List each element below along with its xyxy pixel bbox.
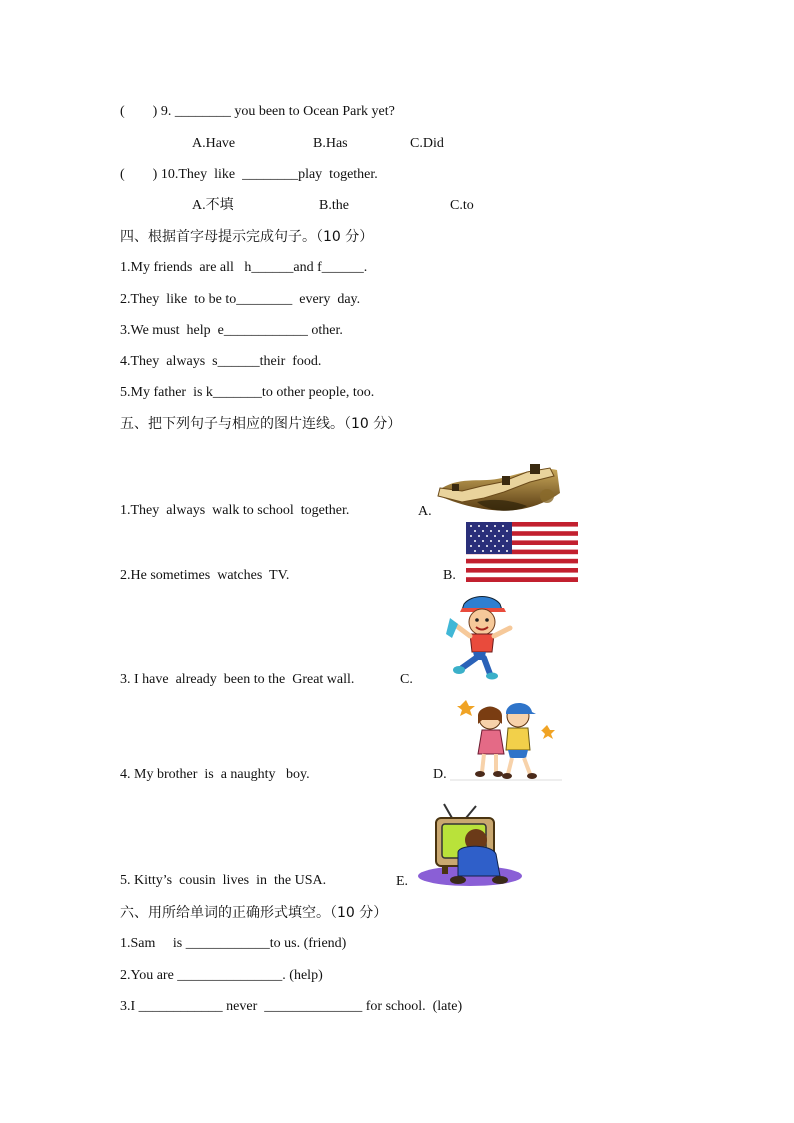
- matching-sentence-4: 4. My brother is a naughty boy.: [120, 767, 310, 782]
- section-4-item-2: 2.They like to be to________ every day.: [120, 292, 361, 307]
- section-4-heading: 四、根据首字母提示完成句子。（10 分）: [120, 229, 374, 245]
- matching-sentence-2: 2.He sometimes watches TV.: [120, 568, 290, 583]
- section-6-item-2: 2.You are _______________. (help): [120, 968, 323, 983]
- matching-sentence-3: 3. I have already been to the Great wall.: [120, 672, 355, 687]
- section-5-heading: 五、把下列句子与相应的图片连线。（10 分）: [120, 416, 402, 432]
- section-4-item-4: 4.They always s______their food.: [120, 354, 322, 369]
- question-10-option-a: A.不填: [192, 198, 234, 213]
- question-10-option-c: C.to: [450, 198, 474, 213]
- question-9: ( ) 9. ________ you been to Ocean Park yet?: [120, 104, 395, 119]
- matching-sentence-1: 1.They always walk to school together.: [120, 503, 350, 518]
- matching-letter-a: A.: [418, 504, 432, 519]
- matching-letter-e: E.: [396, 874, 409, 889]
- question-10-option-b: B.the: [319, 198, 349, 213]
- section-4-item-1: 1.My friends are all h______and f______.: [120, 260, 368, 275]
- naughty-boy-picture: [432, 594, 522, 680]
- boy-watching-tv-picture: [414, 800, 526, 890]
- section-4-item-5: 5.My father is k_______to other people, too.: [120, 385, 375, 400]
- section-4-item-3: 3.We must help e____________ other.: [120, 323, 343, 338]
- section-6-heading: 六、用所给单词的正确形式填空。（10 分）: [120, 905, 388, 921]
- usa-flag-picture: [466, 522, 578, 582]
- section-6-item-1: 1.Sam is ____________to us. (friend): [120, 936, 347, 951]
- question-9-option-c: C.Did: [410, 136, 444, 151]
- question-9-option-b: B.Has: [313, 136, 348, 151]
- matching-letter-c: C.: [400, 672, 413, 687]
- question-9-option-a: A.Have: [192, 136, 236, 151]
- matching-sentence-5: 5. Kitty’s cousin lives in the USA.: [120, 873, 327, 888]
- great-wall-picture: [432, 458, 562, 516]
- children-walking-picture: [450, 694, 562, 784]
- matching-letter-d: D.: [433, 767, 447, 782]
- question-10: ( ) 10.They like ________play together.: [120, 167, 378, 182]
- section-6-item-3: 3.I ____________ never ______________ for school. (late): [120, 999, 463, 1014]
- matching-letter-b: B.: [443, 568, 456, 583]
